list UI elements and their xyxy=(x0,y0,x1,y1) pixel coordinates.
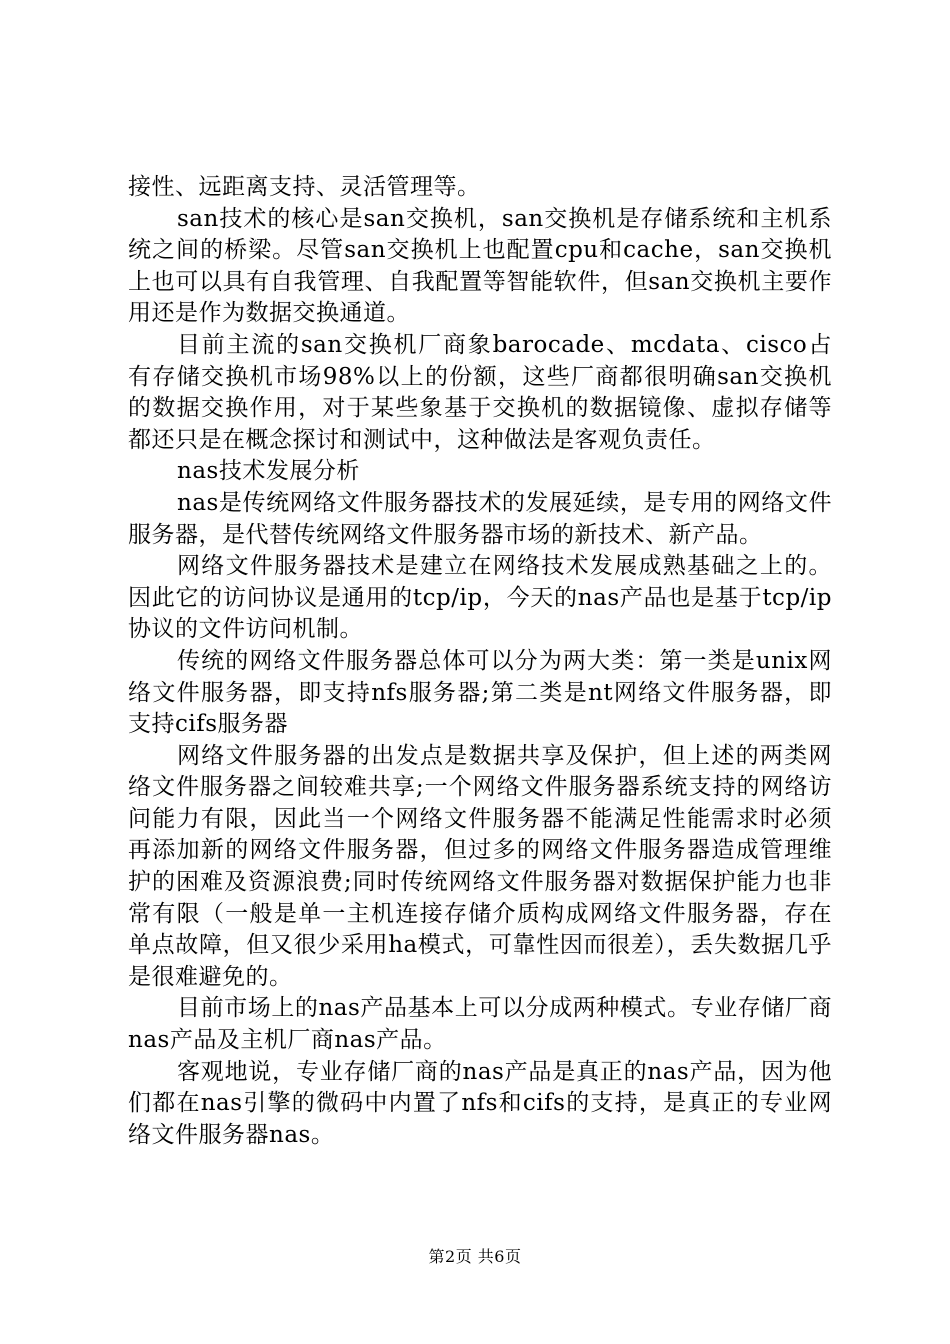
paragraph-nas-intro: nas是传统网络文件服务器技术的发展延续，是专用的网络文件服务器，是代替传统网络文件服务器市场的新技术、新产品。 xyxy=(128,489,832,548)
paragraph-nas-modes: 目前市场上的nas产品基本上可以分成两种模式。专业存储厂商nas产品及主机厂商nas产品。 xyxy=(128,995,832,1054)
paragraph-san-switch-core: san技术的核心是san交换机，san交换机是存储系统和主机系统之间的桥梁。尽管san交换机上也配置cpu和cache，san交换机上也可以具有自我管理、自我配置等智能软件，但san交换机主要作用还是作为数据交换通道。 xyxy=(128,205,832,327)
paragraph-network-file-server-tech: 网络文件服务器技术是建立在网络技术发展成熟基础之上的。因此它的访问协议是通用的tcp/ip，今天的nas产品也是基于tcp/ip协议的文件访问机制。 xyxy=(128,553,832,643)
paragraph-server-categories: 传统的网络文件服务器总体可以分为两大类：第一类是unix网络文件服务器，即支持nfs服务器;第二类是nt网络文件服务器，即支持cifs服务器 xyxy=(128,647,832,738)
paragraph-server-limitations: 网络文件服务器的出发点是数据共享及保护，但上述的两类网络文件服务器之间较难共享;一个网络文件服务器系统支持的网络访问能力有限，因此当一个网络文件服务器不能满足性能需求时必须再添加新的网络文件服务器，但过多的网络文件服务器造成管理维护的困难及资源浪费;同时传统网络文件服务器对数据保护能力也非常有限（一般是单一主机连接存储介质构成网络文件服务器，存在单点故障，但又很少采用ha模式，可靠性因而很差），丢失数据几乎是很难避免的。 xyxy=(128,742,832,990)
document-body xyxy=(128,172,832,1151)
paragraph-continuation: 接性、远距离支持、灵活管理等。 xyxy=(128,174,481,200)
page-number-footer: 第2页 共6页 xyxy=(428,1247,522,1266)
section-heading-nas: nas技术发展分析 xyxy=(177,458,360,485)
paragraph-vendor-nas: 客观地说，专业存储厂商的nas产品是真正的nas产品，因为他们都在nas引擎的微码中内置了nfs和cifs的支持，是真正的专业网络文件服务器nas。 xyxy=(128,1058,832,1148)
paragraph-san-vendors: 目前主流的san交换机厂商象barocade、mcdata、cisco占有存储交换机市场98%以上的份额，这些厂商都很明确san交换机的数据交换作用，对于某些象基于交换机的数据镜像、虚拟存储等都还只是在概念探讨和测试中，这种做法是客观负责任。 xyxy=(128,331,832,453)
